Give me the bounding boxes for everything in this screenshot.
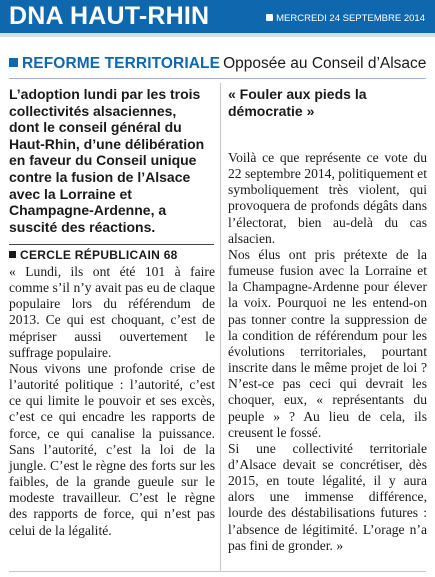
headline-subtitle: Opposée au Conseil d’Alsace: [223, 55, 427, 72]
section-rule: [9, 244, 214, 245]
paragraph: Si une collectivité territoriale d’Alsace devait se concrétiser, dès 2015, en toute légalité, il y aura alors une immense différence, lourde des déstabilisations futures : l’absence de légitimité. L’orage n’a pas fini de gronder. »: [228, 440, 427, 553]
paragraph: « Lundi, ils ont été 101 à faire comme s’il n’y avait pas eu de claque populaire lors du référendum de 2013. Ce qui est choquant, c’est de mépriser aussi ouvertement le suffrage populaire.: [9, 264, 215, 360]
article-lead: L’adoption lundi par les trois collectivités alsaciennes, dont le conseil général du Haut-Rhin, d’une délibération en faveur du Conseil unique contre la fusion de l’Alsace avec la Lorraine et Champagne-Ardenne, a suscité des réactions.: [9, 86, 205, 235]
headline-square-icon: [9, 58, 18, 67]
paragraph: Voilà ce que représente ce vote du 22 septembre 2014, politiquement et symboliquement très violent, qui provoquera de profonds dégâts dans l’électorat, bien au-delà du cas alsacien.: [228, 150, 427, 246]
paragraph: Nos élus ont pris prétexte de la fumeuse fusion avec la Lorraine et la Champagne-Ardenne pour élever la voix. Pourquoi ne les entend-on pas tonner contre la suppression de la condition de référendum pour les évolutions territoriales, pourtant inscrite dans le même projet de loi ? N’est-ce pas ceci qui devrait les choquer, eux, « représentants du peuple » ? Au lieu de cela, ils creusent le fossé.: [228, 246, 427, 440]
headline-kicker: REFORME TERRITORIALE: [22, 55, 221, 72]
headline: [9, 55, 426, 73]
date-bullet-icon: [266, 14, 273, 21]
section-square-icon: [9, 251, 16, 258]
section-label-text: CERCLE RÉPUBLICAIN 68: [20, 248, 178, 262]
masthead-underline: [0, 33, 435, 37]
masthead: [0, 0, 435, 33]
quote-title: « Fouler aux pieds la démocratie »: [228, 86, 367, 119]
section-label: [9, 248, 178, 262]
issue-date: [266, 13, 425, 24]
headline-rule: [9, 78, 426, 79]
bottom-rule: [9, 571, 426, 572]
left-column-body: [9, 264, 215, 539]
column-divider: [220, 83, 221, 571]
newspaper-brand: DNA HAUT-RHIN: [9, 2, 210, 30]
paragraph: Nous vivons une profonde crise de l’autorité politique : l’autorité, c’est ce qui limite le pouvoir et ses excès, c’est ce qui encadre les rapports de force, ce qui canalise la puissance. Sans l’autorité, c’est la loi de la jungle. C’est le règne des forts sur les faibles, de la grande gueule sur le modeste travailleur. C’est le règne des rapports de force, qui n’est pas celui de la légalité.: [9, 360, 215, 538]
right-column-body: [228, 150, 427, 554]
issue-date-text: MERCREDI 24 SEPTEMBRE 2014: [276, 13, 425, 24]
